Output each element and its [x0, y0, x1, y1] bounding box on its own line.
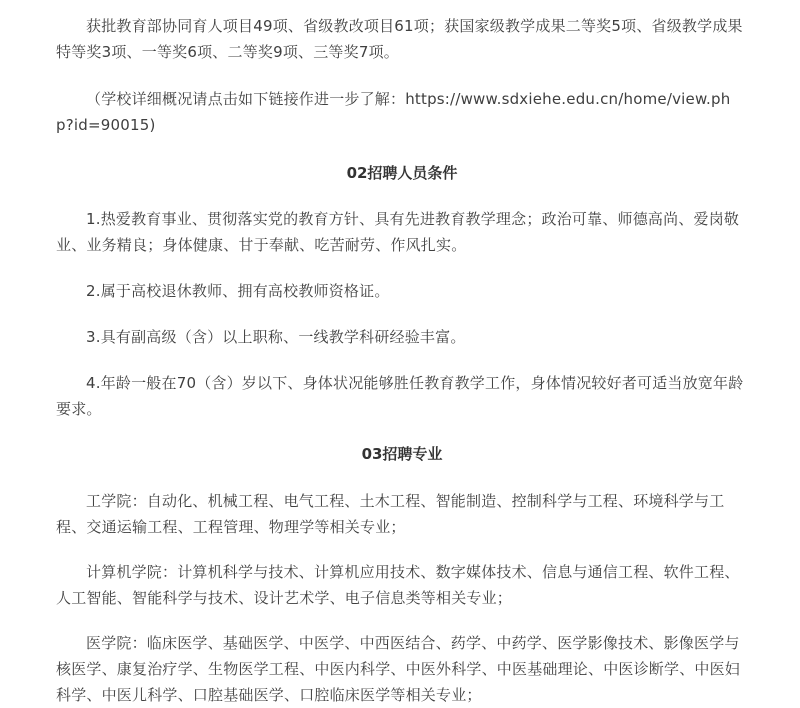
- school-link-text[interactable]: （学校详细概况请点击如下链接作进一步了解：https://www.sdxiehe.edu.cn/home/view.php?id=90015): [56, 90, 731, 134]
- intro-paragraph: 获批教育部协同育人项目49项、省级教改项目61项；获国家级教学成果二等奖5项、省级教学成果特等奖3项、一等奖6项、二等奖9项、三等奖7项。: [56, 17, 743, 61]
- major-computer: 计算机学院：计算机科学与技术、计算机应用技术、数字媒体技术、信息与通信工程、软件工程、人工智能、智能科学与技术、设计艺术学、电子信息类等相关专业；: [56, 563, 740, 607]
- condition-item-4: 4.年龄一般在70（含）岁以下、身体状况能够胜任教育教学工作，身体情况较好者可适当放宽年龄要求。: [56, 374, 744, 418]
- section-heading-conditions: 02招聘人员条件: [346, 164, 458, 182]
- condition-item-2: 2.属于高校退休教师、拥有高校教师资格证。: [86, 282, 390, 300]
- condition-item-3: 3.具有副高级（含）以上职称、一线教学科研经验丰富。: [86, 328, 466, 346]
- condition-item-1: 1.热爱教育事业、贯彻落实党的教育方针、具有先进教育教学理念；政治可靠、师德高尚、爱岗敬业、业务精良；身体健康、甘于奉献、吃苦耐劳、作风扎实。: [56, 210, 740, 254]
- school-link-paragraph[interactable]: [56, 86, 748, 138]
- article-body: [56, 0, 748, 708]
- section-heading-majors: 03招聘专业: [361, 445, 443, 463]
- major-medicine: 医学院：临床医学、基础医学、中医学、中西医结合、药学、中药学、医学影像技术、影像医学与核医学、康复治疗学、生物医学工程、中医内科学、中医外科学、中医基础理论、中医诊断学、中医妇科学、中医儿科学、口腔基础医学、口腔临床医学等相关专业；: [56, 634, 741, 704]
- major-engineering: 工学院：自动化、机械工程、电气工程、土木工程、智能制造、控制科学与工程、环境科学与工程、交通运输工程、工程管理、物理学等相关专业；: [56, 492, 725, 536]
